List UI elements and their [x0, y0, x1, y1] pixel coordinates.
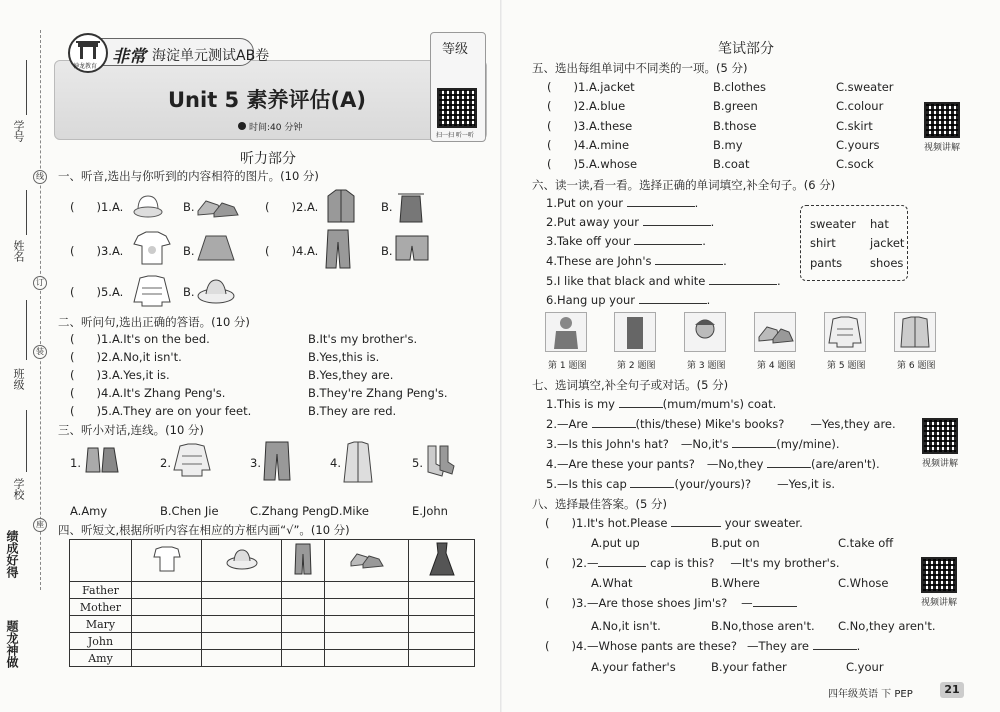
option-b: B.	[183, 285, 195, 299]
answer-blank[interactable]	[732, 447, 776, 448]
option-b: B.	[183, 200, 195, 214]
pants-hanging-icon	[615, 313, 655, 351]
answer-blank[interactable]	[643, 225, 711, 226]
check-cell[interactable]	[281, 582, 324, 599]
s6-heading: 六、读一读,看一看。选择正确的单词填空,补全句子。(6 分)	[532, 178, 836, 192]
check-cell[interactable]	[325, 582, 409, 599]
answer-blank[interactable]	[655, 264, 723, 265]
s6-sentence: 5.I like that black and white .	[546, 274, 781, 288]
check-cell[interactable]	[409, 616, 475, 633]
shoes-column	[325, 540, 409, 582]
s8-option: A.No,it isn't.	[591, 619, 661, 633]
answer-blank[interactable]	[619, 407, 663, 408]
s5-item-c: C.sock	[836, 157, 874, 171]
s3-name: E.John	[412, 504, 448, 518]
s8-option: C.take off	[838, 536, 894, 550]
time-label	[238, 120, 302, 133]
seal-char: 线	[33, 170, 47, 184]
listening-title: 听力部分	[240, 151, 296, 167]
picture-3	[684, 312, 726, 352]
table-row	[70, 582, 475, 599]
s1-item: ( )1.A.	[70, 200, 124, 214]
time-text: 时间:40 分钟	[249, 123, 303, 133]
cut-line	[40, 30, 41, 590]
s8-option: C.your	[846, 660, 884, 674]
s3-num: 1.	[70, 456, 81, 470]
s3-num: 4.	[330, 456, 341, 470]
row-label: Amy	[70, 650, 132, 667]
shirt-icon	[152, 545, 182, 573]
answer-blank[interactable]	[630, 487, 674, 488]
row-label: John	[70, 633, 132, 650]
shoes-icon	[196, 193, 240, 221]
word-bank-word: shirt	[810, 236, 836, 250]
s3-num: 2.	[160, 456, 171, 470]
tshirt-icon	[132, 230, 172, 266]
table-corner	[70, 540, 132, 582]
s5-item-a: ( )5.A.whose	[547, 157, 638, 171]
answer-blank[interactable]	[627, 206, 695, 207]
s1-item: ( )2.A.	[265, 200, 319, 214]
clock-icon	[238, 122, 246, 130]
s3-num: 3.	[250, 456, 261, 470]
slogan-char: 好	[5, 554, 19, 566]
name-blank[interactable]	[26, 190, 27, 235]
check-cell[interactable]	[325, 599, 409, 616]
s5-item-b: B.those	[713, 119, 757, 133]
slogan-char: 题	[5, 620, 19, 632]
s5-item-b: B.my	[713, 138, 743, 152]
school-blank[interactable]	[26, 410, 27, 472]
s1-heading: 一、听音,选出与你听到的内容相符的图片。(10 分)	[58, 169, 319, 183]
option-b: B.	[183, 244, 195, 258]
seal-char: 座	[33, 518, 47, 532]
s8-option: A.put up	[591, 536, 640, 550]
check-cell[interactable]	[281, 599, 324, 616]
page-number: 21	[940, 682, 964, 698]
pants-icon	[324, 228, 352, 270]
row-label: Mother	[70, 599, 132, 616]
qr-caption: 视频讲解	[922, 459, 959, 469]
check-cell[interactable]	[202, 599, 282, 616]
s5-item-a: ( )4.A.mine	[547, 138, 630, 152]
word-bank-word: shoes	[870, 256, 904, 270]
jacket-icon	[895, 313, 935, 351]
pants-column	[281, 540, 324, 582]
student-no-blank[interactable]	[26, 60, 27, 115]
check-cell[interactable]	[202, 582, 282, 599]
picture-4	[754, 312, 796, 352]
sweater-icon	[132, 274, 172, 308]
coat-icon	[342, 440, 374, 484]
slogan-char: 龙	[5, 632, 19, 644]
check-cell[interactable]	[132, 599, 202, 616]
s3-name: A.Amy	[70, 504, 108, 518]
s3-heading: 三、听小对话,连线。(10 分)	[58, 423, 204, 437]
s1-item: ( )3.A.	[70, 244, 124, 258]
s5-heading: 五、选出每组单词中不同类的一项。(5 分)	[532, 61, 748, 75]
s3-num: 5.	[412, 456, 423, 470]
slogan-char: 做	[5, 656, 19, 668]
slogan-char: 神	[5, 644, 19, 656]
s6-sentence: 6.Hang up your .	[546, 293, 711, 307]
s2-heading: 二、听问句,选出正确的答语。(10 分)	[58, 315, 250, 329]
answer-blank[interactable]	[709, 284, 777, 285]
s6-sentence: 2.Put away your .	[546, 215, 715, 229]
class-label: 班级	[12, 368, 25, 390]
brand-script: 非常	[112, 47, 146, 67]
s7-heading: 七、选词填空,补全句子或对话。(5 分)	[532, 378, 729, 392]
binding-margin	[0, 0, 50, 712]
s6-sentence: 4.These are John's .	[546, 254, 727, 268]
check-cell[interactable]	[281, 633, 324, 650]
s7-item: 1.This is my (mum/mum's) coat.	[546, 397, 777, 411]
checkbox-table	[69, 539, 475, 667]
check-cell[interactable]	[202, 616, 282, 633]
s5-item-a: ( )1.A.jacket	[547, 80, 635, 94]
slogan-char: 成	[5, 542, 19, 554]
word-bank-word: sweater	[810, 217, 856, 231]
check-cell[interactable]	[409, 599, 475, 616]
name-label: 姓名	[12, 240, 25, 262]
page-fold	[500, 0, 502, 712]
shoes-icon	[349, 548, 385, 570]
table-row	[70, 616, 475, 633]
s7-item: 5.—Is this cap (your/yours)? —Yes,it is.	[546, 477, 836, 491]
seal-char: 订	[33, 276, 47, 290]
s3-name: C.Zhang Peng	[250, 504, 331, 518]
brand-logo-text: 神龙教育	[73, 63, 98, 70]
picture-1	[545, 312, 587, 352]
s3-name: D.Mike	[330, 504, 369, 518]
pants-icon	[294, 542, 312, 576]
check-cell[interactable]	[325, 650, 409, 667]
skirt-icon	[196, 232, 236, 264]
qr-caption: 视频讲解	[924, 143, 961, 153]
s2-item-a: ( )4.A.It's Zhang Peng's.	[70, 386, 226, 400]
answer-blank[interactable]	[671, 526, 721, 527]
check-cell[interactable]	[409, 582, 475, 599]
s2-item-a: ( )5.A.They are on your feet.	[70, 404, 252, 418]
s8-question: ( )2.— cap is this? —It's my brother's.	[545, 556, 840, 570]
s8-option: B.put on	[711, 536, 760, 550]
picture-caption: 第 4 题图	[757, 361, 796, 371]
shirt-column	[132, 540, 202, 582]
page-title: Unit 5 素养评估(A)	[168, 88, 366, 112]
s1-item: ( )4.A.	[265, 244, 319, 258]
sneakers-icon	[84, 444, 120, 476]
s8-option: B.your father	[711, 660, 787, 674]
class-blank[interactable]	[26, 300, 27, 360]
check-cell[interactable]	[325, 616, 409, 633]
answer-blank[interactable]	[813, 649, 857, 650]
s8-option: C.Whose	[838, 576, 889, 590]
s8-option: B.No,those aren't.	[711, 619, 815, 633]
qr-code-icon[interactable]	[922, 418, 958, 454]
slogan-char: 绩	[5, 530, 19, 542]
footer-text: 四年级英语 下 PEP	[828, 689, 913, 700]
qr-code-icon[interactable]	[437, 88, 477, 128]
qr-caption: 视频讲解	[921, 598, 958, 608]
slogan	[4, 530, 34, 705]
slogan-char: 得	[5, 566, 19, 578]
s5-item-c: C.sweater	[836, 80, 894, 94]
s8-heading: 八、选择最佳答案。(5 分)	[532, 497, 667, 511]
qr-caption: 扫一扫 听一听	[436, 132, 474, 139]
check-cell[interactable]	[281, 616, 324, 633]
sweater-icon	[825, 313, 865, 351]
check-cell[interactable]	[202, 633, 282, 650]
dress-icon	[428, 541, 456, 577]
s2-item-b: B.They are red.	[308, 404, 397, 418]
sunhat-icon	[196, 276, 236, 306]
answer-blank[interactable]	[639, 303, 707, 304]
word-bank-word: pants	[810, 256, 843, 270]
check-cell[interactable]	[409, 633, 475, 650]
student-no-label: 学号	[12, 120, 25, 142]
boy-putting-on-icon	[546, 313, 586, 351]
word-bank-word: hat	[870, 217, 889, 231]
s5-item-b: B.green	[713, 99, 758, 113]
s7-item: 2.—Are (this/these) Mike's books? —Yes,they are.	[546, 417, 896, 431]
answer-blank[interactable]	[634, 244, 702, 245]
writing-title: 笔试部分	[718, 41, 774, 57]
s5-item-c: C.yours	[836, 138, 880, 152]
s8-question: ( )3.—Are those shoes Jim's? —	[545, 596, 797, 610]
answer-blank[interactable]	[598, 566, 646, 567]
s2-item-b: B.Yes,they are.	[308, 368, 394, 382]
s7-item: 3.—Is this John's hat? —No,it's (my/mine).	[546, 437, 840, 451]
option-b: B.	[381, 244, 393, 258]
s5-item-a: ( )2.A.blue	[547, 99, 626, 113]
row-label: Mary	[70, 616, 132, 633]
word-bank-word: jacket	[870, 236, 905, 250]
grade-label: 等级	[442, 42, 469, 57]
check-cell[interactable]	[132, 582, 202, 599]
seal-char: 装	[33, 345, 47, 359]
pants-icon	[262, 440, 292, 482]
hat-column	[202, 540, 282, 582]
s5-item-b: B.clothes	[713, 80, 766, 94]
s8-option: A.your father's	[591, 660, 676, 674]
s4-heading: 四、听短文,根据所听内容在相应的方框内画“√”。(10 分)	[58, 523, 350, 537]
row-label: Father	[70, 582, 132, 599]
school-label: 学校	[12, 478, 25, 500]
check-cell[interactable]	[132, 616, 202, 633]
s5-item-c: C.colour	[836, 99, 884, 113]
s2-item-a: ( )2.A.No,it isn't.	[70, 350, 182, 364]
picture-caption: 第 6 题图	[897, 361, 936, 371]
jacket-icon	[324, 186, 358, 226]
check-cell[interactable]	[281, 650, 324, 667]
table-row	[70, 633, 475, 650]
check-cell[interactable]	[132, 633, 202, 650]
picture-caption: 第 3 题图	[687, 361, 726, 371]
coat-icon	[394, 188, 428, 226]
shoes-icon	[755, 313, 795, 351]
check-cell[interactable]	[132, 650, 202, 667]
s8-question: ( )1.It's hot.Please your sweater.	[545, 516, 803, 530]
shorts-icon	[394, 234, 430, 262]
s8-option: C.No,they aren't.	[838, 619, 936, 633]
s8-question: ( )4.—Whose pants are these? —They are .	[545, 639, 861, 653]
s2-item-b: B.Yes,this is.	[308, 350, 380, 364]
sunhat-icon	[225, 547, 259, 571]
s3-name: B.Chen Jie	[160, 504, 219, 518]
s8-option: A.What	[591, 576, 633, 590]
picture-2	[614, 312, 656, 352]
hat-icon	[132, 190, 164, 222]
answer-blank[interactable]	[753, 606, 797, 607]
answer-blank[interactable]	[767, 467, 811, 468]
s1-item: ( )5.A.	[70, 285, 124, 299]
s7-item: 4.—Are these your pants? —No,they (are/aren't).	[546, 457, 880, 471]
picture-caption: 第 1 题图	[548, 361, 587, 371]
check-cell[interactable]	[325, 633, 409, 650]
qr-code-icon[interactable]	[924, 102, 960, 138]
s5-item-b: B.coat	[713, 157, 750, 171]
sweater-icon	[172, 442, 212, 478]
s5-item-a: ( )3.A.these	[547, 119, 633, 133]
s2-item-a: ( )1.A.It's on the bed.	[70, 332, 210, 346]
check-cell[interactable]	[202, 650, 282, 667]
answer-blank[interactable]	[592, 427, 636, 428]
boy-cap-icon	[685, 313, 725, 351]
s6-sentence: 3.Take off your .	[546, 234, 706, 248]
s8-option: B.Where	[711, 576, 760, 590]
s2-item-b: B.It's my brother's.	[308, 332, 418, 346]
table-row	[70, 599, 475, 616]
picture-caption: 第 5 题图	[827, 361, 866, 371]
s2-item-b: B.They're Zhang Peng's.	[308, 386, 448, 400]
brand-series: 海淀单元测试AB卷	[152, 48, 270, 64]
table-row	[70, 650, 475, 667]
socks-icon	[424, 444, 456, 478]
s6-sentence: 1.Put on your .	[546, 196, 699, 210]
picture-6	[894, 312, 936, 352]
option-b: B.	[381, 200, 393, 214]
picture-caption: 第 2 题图	[617, 361, 656, 371]
dress-column	[409, 540, 475, 582]
picture-5	[824, 312, 866, 352]
s2-item-a: ( )3.A.Yes,it is.	[70, 368, 170, 382]
check-cell[interactable]	[409, 650, 475, 667]
s5-item-c: C.skirt	[836, 119, 873, 133]
qr-code-icon[interactable]	[921, 557, 957, 593]
